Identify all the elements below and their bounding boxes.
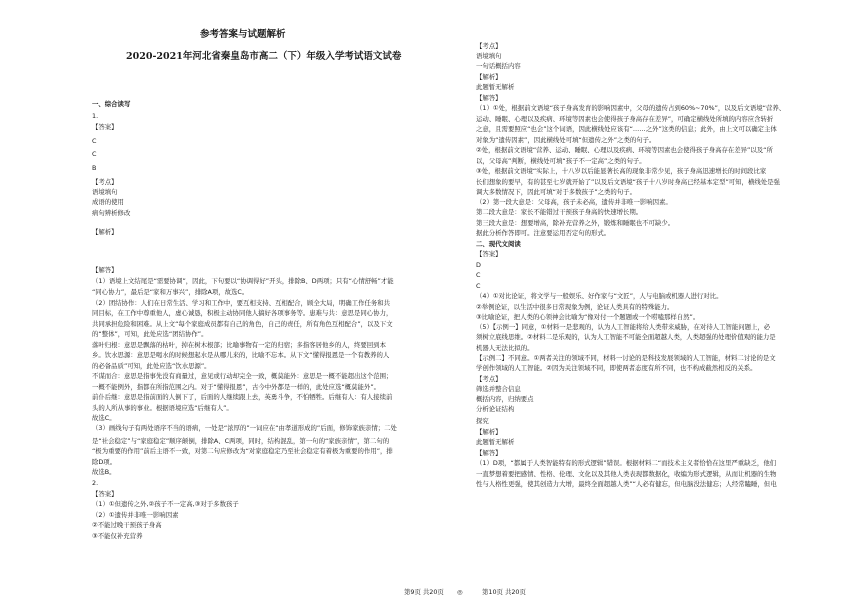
- right-text-line: 【答案】: [476, 250, 502, 258]
- right-text-line: 据此分析作答即可。注意要运用否定句的形式。: [476, 229, 611, 237]
- left-text-line: 共同承担危险和困难。从上文“每个家庭成员都有自己的角色，自己的责任，所有角色互相配合”，以及下文: [92, 320, 393, 328]
- left-text-line: 【答案】: [92, 490, 118, 498]
- right-text-line: 分析论证结构: [476, 405, 515, 413]
- right-text-line: 一句话概括内容: [476, 62, 521, 70]
- circle-mark-icon: ◎: [457, 588, 463, 596]
- right-text-line: 二、现代文阅读: [476, 240, 521, 248]
- left-text-line: 故选B。: [92, 468, 116, 476]
- left-text-line: 一、综合读写: [92, 100, 131, 108]
- answer-title: 参考答案与试题解析: [200, 29, 286, 40]
- left-text-line: C: [92, 150, 97, 158]
- right-text-line: （5）【示例一】同意，①材料一是悲观的，认为人工智能将给人类带来威胁，在对待人工智能问题上，必: [476, 323, 771, 331]
- right-text-line: 一直梦想着要把感情、性格、伦理、文化以及其他人类表现都数据化，收编为形式逻辑，从而让机器的生物: [476, 470, 777, 478]
- right-text-line: 对象为“遗传因素”，因此横线处可填“但遗传之外”之类的句子。: [476, 136, 656, 144]
- right-text-line: C: [476, 282, 481, 290]
- right-text-line: 调大多数情况下，因此可填“对于多数孩子”之类的句子。: [476, 188, 636, 196]
- left-text-line: “同心协力”，最后是“家和万事兴”，排除A项，故选C。: [92, 288, 249, 296]
- left-text-line: 前仆后继：意思是指前面的人倒下了，后面的人继续跟上去，英勇斗争，不怕牺牲。后继有人：有人接续前: [92, 393, 393, 401]
- left-text-line: B: [92, 164, 97, 172]
- left-text-line: 【考点】: [92, 178, 118, 186]
- left-text-line: 的“整体”，可知，此处应选“团结协作”。: [92, 330, 208, 338]
- right-text-line: 探究: [476, 417, 489, 425]
- left-text-line: ②不能过晚干预孩子身高: [92, 521, 162, 529]
- right-text-line: D: [476, 261, 481, 269]
- left-text-line: 1.: [92, 112, 99, 120]
- right-text-line: ②处，根据前文语境“营养、运动、睡眠、心理以及疾病、环境等因素也会使得孩子身高存在差异”以及“所: [476, 146, 773, 154]
- right-text-line: ③处，根据前文语境“实际上，十八岁以后能显著长高的现象非常少见，孩子身高迅速增长的时间段比家: [476, 167, 767, 175]
- right-page-number: 第10页 共20页: [482, 588, 526, 596]
- right-text-line: 长们想象的要早，有的甚至七岁就开始了”以及后文语境“孩子十八岁时身高已经基本定型”可知，横线处是强: [476, 178, 780, 186]
- right-text-line: 以，父母高”判断，横线处可填“孩子不一定高”之类的句子。: [476, 157, 646, 165]
- right-text-line: C: [476, 271, 481, 279]
- left-text-line: 故选C。: [92, 414, 116, 422]
- left-text-line: 除D项。: [92, 458, 117, 466]
- left-page-number: 第9页 共20页: [404, 588, 444, 596]
- left-text-line: 成语的使用: [92, 198, 124, 206]
- left-text-line: 头的人所从事的事业。根据语境应选“后继有人”。: [92, 404, 233, 412]
- right-text-line: 【解析】: [476, 428, 502, 436]
- left-text-line: 【解析】: [92, 228, 118, 236]
- right-text-line: （1）①处，根据前文语境“孩子身高发育的影响因素中，父母的遗传占到60%~70%”，以及后文语境“营养、: [476, 104, 786, 112]
- right-text-line: 此题暂无解析: [476, 83, 515, 91]
- right-text-line: （1）D项，“都属于人类智能特有的形式逻辑”错误。根据材料二“而技术主义者恰恰在这里严重缺乏，他们: [476, 459, 777, 467]
- left-text-line: 一概不能例外，指都在所指范围之内。对于“懂得报恩”，古今中外都是一样的，此处应选“概莫能外”。: [92, 383, 381, 391]
- right-text-line: 【考点】: [476, 42, 502, 50]
- left-text-line: 乡。饮水思源：意思是喝水的时候想起水是从哪儿来的，比喻不忘本。从下文“懂得报恩是一个有教养的人: [92, 351, 390, 359]
- left-text-line: 的必备品质”可知，此处应选“饮水思源”。: [92, 362, 211, 370]
- right-text-line: 机器人无法比拟的。: [476, 344, 534, 352]
- right-text-line: 语境填句: [476, 52, 502, 60]
- left-text-line: C: [92, 137, 97, 145]
- left-text-line: 病句辨析修改: [92, 209, 131, 217]
- right-text-line: ③比喻论证，把人类的心领神会比喻为“像对付一个题题或一个唠嗑那样自然”。: [476, 313, 700, 321]
- left-text-line: “极为重要的作用”前后主语不一致，对第二句应修改为“对家庭稳定乃至社会稳定有着极为重要的作用”，排: [92, 447, 393, 455]
- left-text-line: 落叶归根：意思是飘落的枯叶，掉在树木根部；比喻事物有一定的归宿；多指客居他乡的人，终要回到本: [92, 341, 386, 349]
- left-text-line: （1）语境上文结尾是“需要协调”，因此，下句要以“协调得好”开头，排除B、D两项；只有“心情舒畅”才能: [92, 277, 394, 285]
- left-text-line: 不谋而合：意思是指事先没有商量过，意见或行动却完全一致，概莫能外：意思是一概不能超出这个范围；: [92, 372, 393, 380]
- left-text-line: （1）①但遗传之外,②孩子不一定高,③对于多数孩子: [92, 500, 239, 508]
- right-text-line: 运动、睡眠、心理以及疾病、环境等因素也会使得孩子身高存在差异”，可确定横线处所填的内容应含转折: [476, 115, 774, 123]
- right-text-line: 【解答】: [476, 449, 502, 457]
- right-text-line: 【解析】: [476, 73, 502, 81]
- right-text-line: 【示例二】不同意。①两者关注的领域不同，材料一讨论的是科技发展领域的人工智能，材料二讨论的是文: [476, 354, 776, 362]
- right-text-line: 学创作领域的人工智能。②因为关注领域不同，即使两者态度有所不同，也不构成截然相反的关系。: [476, 364, 757, 372]
- right-text-line: ②举例论证，以生活中很多日常现象为例，论证人类具有的特殊能力。: [476, 303, 674, 311]
- exam-subtitle: 2020-2021年河北省秦皇岛市高二（下）年级入学考试语文试卷: [126, 51, 402, 62]
- right-text-line: 之意，且需要照应“也会”这个词语，因此横线处应该有“……之外”这类的信息；此外，由上文可以确定主体: [476, 125, 777, 133]
- right-text-line: 第三段大意是：想要增高，除补充营养之外，锻炼和睡眠也不可缺少。: [476, 219, 675, 227]
- right-text-line: 性与人格性更强，使其创造力大增，最终全面超越人类”“人必有健忘，但电脑没法健忘；人经常瞌睡，但电: [476, 480, 777, 488]
- left-text-line: 是“社会稳定”与“家庭稳定”顺序颠倒，排除A、C两项，同时，结构混乱，第一句的“家族亲情”，第二句的: [92, 437, 390, 445]
- left-text-line: 【答案】: [92, 123, 118, 131]
- left-text-line: ③不能仅补充营养: [92, 532, 143, 540]
- right-text-line: 第二段大意是：家长不能错过干预孩子身高的快速增长期。: [476, 208, 643, 216]
- left-text-line: 同目标，在工作中尊重他人，虚心诚恳，积极主动协同他人搞好各项事务等。患难与共：意思是同心协力，: [92, 309, 393, 317]
- right-text-line: （2）第一段大意是：父母高，孩子未必高，遗传并非唯一影响因素。: [476, 198, 672, 206]
- left-text-line: 【解答】: [92, 266, 118, 274]
- left-text-line: （2）团结协作：人们在日常生活、学习和工作中，要互相支持、互相配合，顾全大局，明确工作任务和共: [92, 299, 391, 307]
- right-text-line: 概括内容，归纳要点: [476, 395, 534, 403]
- left-text-line: （2）①遗传并非唯一影响因素: [92, 511, 179, 519]
- left-text-line: （3）画线句子有两处语序不当的语病，一处是“浓厚的”一词应在“由孝道形成的”后面，修饰家族亲情；二处: [92, 424, 397, 432]
- left-text-line: 2.: [92, 479, 99, 487]
- right-text-line: 筛选并整合信息: [476, 385, 521, 393]
- right-text-line: 【解答】: [476, 94, 502, 102]
- right-text-line: 须树立底线思维。②材料二是乐观的，认为人工智能不可能全面超越人类，人类超强的处理价值观的能力是: [476, 333, 776, 341]
- right-text-line: 此题暂无解析: [476, 438, 515, 446]
- left-text-line: 语境填句: [92, 188, 118, 196]
- right-text-line: （4）①对比论证，将文学与一般娱乐、好作家与“文匠”，人与电脑或机器人进行对比。: [476, 292, 723, 300]
- right-text-line: 【考点】: [476, 375, 502, 383]
